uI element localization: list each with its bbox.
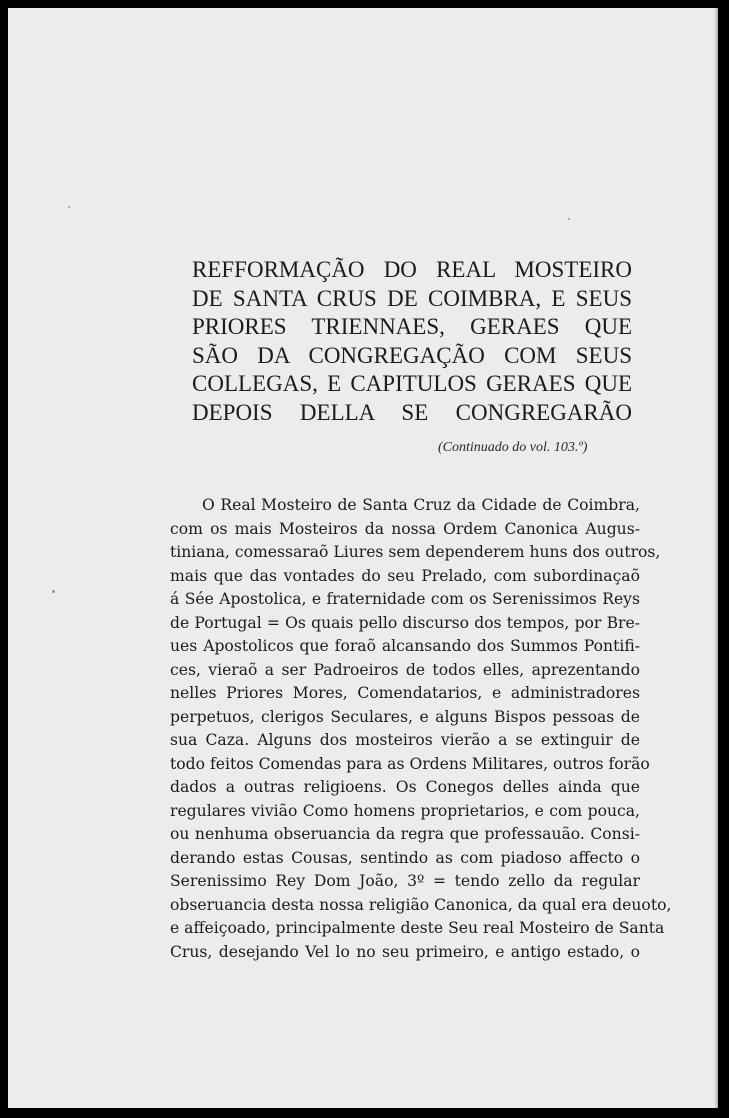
- title-line: DE SANTA CRUS DE COIMBRA, E SEUS: [192, 285, 632, 311]
- body-line: perpetuos, clerigos Seculares, e alguns Bispos pessoas de: [170, 707, 640, 726]
- body-line: dados a outras religioens. Os Conegos delles ainda que: [170, 778, 640, 796]
- paper-speck: [568, 218, 570, 220]
- body-line: nelles Priores Mores, Comendatarios, e administradores: [170, 684, 640, 702]
- body-line: derando estas Cousas, sentindo as com piadoso affecto o: [170, 848, 640, 867]
- title-line: COLLEGAS, E CAPITULOS GERAES QUE: [192, 371, 632, 397]
- document-title: [192, 256, 632, 428]
- body-line: regulares vivião Como homens proprietarios, e com pouca,: [170, 801, 640, 820]
- body-line: Crus, desejando Vel lo no seu primeiro, e antigo estado, o: [170, 942, 640, 961]
- body-line: ues Apostolicos que foraõ alcansando dos Summos Pontifi-: [170, 637, 640, 655]
- body-line: todo feitos Comendas para as Ordens Militares, outros forão: [170, 754, 650, 773]
- body-line: com os mais Mosteiros da nossa Ordem Canonica Augus-: [170, 519, 640, 538]
- body-line: Serenissimo Rey Dom João, 3º = tendo zello da regular: [170, 872, 640, 890]
- body-line: á Sée Apostolica, e fraternidade com os Serenissimos Reys: [170, 590, 640, 608]
- body-line: tiniana, comessaraõ Liures sem dependerem huns dos outros,: [170, 543, 661, 561]
- continued-note: (Continuado do vol. 103.º): [438, 440, 588, 455]
- title-line: DEPOIS DELLA SE CONGREGARÃO: [192, 399, 632, 425]
- title-line: REFFORMAÇÃO DO REAL MOSTEIRO: [192, 257, 632, 282]
- body-line: e affeiçoado, principalmente deste Seu real Mosteiro de Santa: [170, 919, 665, 937]
- scanned-page: [8, 8, 718, 1108]
- body-paragraph: [170, 494, 672, 964]
- title-line: PRIORES TRIENNAES, GERAES QUE: [192, 314, 632, 340]
- body-line: obseruancia desta nossa religião Canonica, da qual era deuoto,: [170, 895, 672, 914]
- body-line: ou nenhuma obseruancia da regra que professauão. Consi-: [170, 825, 640, 843]
- body-line: ces, vieraõ a ser Padroeiros de todos elles, aprezentando: [170, 660, 640, 679]
- title-line: SÃO DA CONGREGAÇÃO COM SEUS: [192, 342, 632, 368]
- body-line: mais que das vontades do seu Prelado, com subordinaçaõ: [170, 566, 640, 585]
- paper-speck: [52, 590, 55, 593]
- body-line: de Portugal = Os quais pello discurso dos tempos, por Bre-: [170, 613, 640, 632]
- page-edge-shadow: [714, 8, 718, 1108]
- body-line: sua Caza. Alguns dos mosteiros vierão a se extinguir de: [170, 731, 640, 749]
- paper-speck: [68, 206, 70, 208]
- body-line: O Real Mosteiro de Santa Cruz da Cidade de Coimbra,: [202, 496, 640, 514]
